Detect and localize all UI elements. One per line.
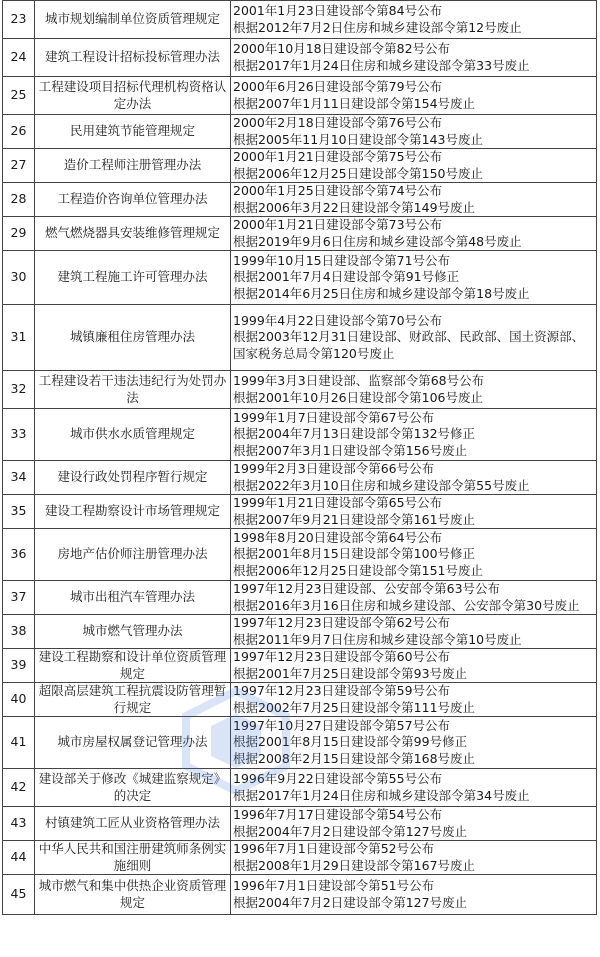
regulation-history [231,615,597,649]
history-line: 1996年7月17日建设部令第54号公布 [233,807,443,822]
regulation-name: 工程建设项目招标代理机构资格认定办法 [35,77,231,115]
row-number: 39 [3,649,35,683]
regulation-history [231,371,597,409]
regulation-name: 建筑工程设计招标投标管理办法 [35,39,231,77]
row-number: 36 [3,529,35,581]
history-line: 根据2003年12月31日建设部、财政部、民政部、国土资源部、 [233,329,585,345]
regulation-name: 建设工程勘察设计市场管理规定 [35,495,231,529]
history-line: 1996年9月22日建设部令第55号公布 [233,771,443,786]
history-line: 根据2007年3月1日建设部令第156号废止 [233,442,468,458]
regulation-history [231,115,597,149]
history-line: 根据2004年7月13日建设部令第132号修正 [233,426,476,442]
regulation-history [231,461,597,495]
table-row [3,115,597,149]
history-line: 1999年4月22日建设部令第70号公布 [233,312,443,328]
table-row [3,183,597,217]
regulation-history [231,149,597,183]
table-row [3,39,597,77]
history-line: 1997年12月23日建设部令第60号公布 [233,649,451,664]
table-row [3,615,597,649]
row-number: 23 [3,1,35,39]
row-number: 29 [3,217,35,251]
table-row [3,683,597,717]
regulation-history [231,495,597,529]
history-line: 根据2022年3月10日住房和城乡建设部令第55号废止 [233,477,530,493]
regulation-name: 房地产估价师注册管理办法 [35,529,231,581]
table-row [3,409,597,461]
regulations-table-body [3,1,597,915]
row-number: 37 [3,581,35,615]
table-row [3,251,597,305]
regulation-history [231,581,597,615]
regulation-history [231,39,597,77]
regulation-name: 造价工程师注册管理办法 [35,149,231,183]
table-row [3,1,597,39]
table-row [3,875,597,915]
history-line: 1999年10月15日建设部令第71号公布 [233,252,451,268]
regulation-history [231,183,597,217]
row-number: 27 [3,149,35,183]
row-number: 38 [3,615,35,649]
history-line: 根据2006年3月22日建设部令第149号废止 [233,199,476,215]
regulation-history [231,717,597,769]
table-row [3,305,597,371]
history-line: 2000年1月25日建设部令第74号公布 [233,183,443,198]
history-line: 根据2017年1月24日住房和城乡建设部令第33号废止 [233,57,530,73]
regulation-history [231,251,597,305]
history-line: 2000年1月21日建设部令第75号公布 [233,149,443,164]
table-row [3,371,597,409]
regulation-history [231,77,597,115]
regulations-table [2,0,597,915]
regulation-history [231,409,597,461]
row-number: 24 [3,39,35,77]
regulation-name: 城市供水水质管理规定 [35,409,231,461]
history-line: 2001年1月23日建设部令第84号公布 [233,3,443,18]
regulation-name: 建设部关于修改《城建监察规定》的决定 [35,769,231,807]
regulation-history [231,217,597,251]
regulation-history [231,529,597,581]
history-line: 1996年7月1日建设部令第52号公布 [233,841,435,856]
history-line: 根据2006年12月25日建设部令第151号废止 [233,562,483,578]
regulation-name: 城市房屋权属登记管理办法 [35,717,231,769]
table-row [3,77,597,115]
regulation-name: 建筑工程施工许可管理办法 [35,251,231,305]
regulation-name: 工程建设若干违法违纪行为处罚办法 [35,371,231,409]
history-line: 根据2001年8月15日建设部令第100号修正 [233,546,476,562]
regulation-history [231,683,597,717]
table-row [3,581,597,615]
history-line: 根据2014年6月25日住房和城乡建设部令第18号废止 [233,285,530,301]
regulation-history [231,649,597,683]
row-number: 31 [3,305,35,371]
history-line: 1999年1月21日建设部令第65号公布 [233,495,443,510]
history-line: 根据2001年8月15日建设部令第99号修正 [233,734,468,750]
history-line: 根据2001年7月4日建设部令第91号修正 [233,269,460,285]
regulation-name: 燃气燃烧器具安装维修管理规定 [35,217,231,251]
history-line: 根据2004年7月2日建设部令第127号废止 [233,894,468,910]
history-line: 2000年1月21日建设部令第73号公布 [233,217,443,232]
row-number: 40 [3,683,35,717]
regulation-name: 城市燃气和集中供热企业资质管理规定 [35,875,231,915]
history-line: 根据2017年1月24日住房和城乡建设部令第34号废止 [233,787,530,803]
row-number: 44 [3,841,35,875]
history-line: 1999年2月3日建设部令第66号公布 [233,461,435,476]
regulation-name: 城市出租汽车管理办法 [35,581,231,615]
regulation-name: 中华人民共和国注册建筑师条例实施细则 [35,841,231,875]
regulation-history [231,305,597,371]
row-number: 42 [3,769,35,807]
table-row [3,149,597,183]
regulation-name: 村镇建筑工匠从业资格管理办法 [35,807,231,841]
table-row [3,717,597,769]
row-number: 26 [3,115,35,149]
row-number: 43 [3,807,35,841]
history-line: 1999年1月7日建设部令第67号公布 [233,409,435,425]
table-row [3,217,597,251]
row-number: 30 [3,251,35,305]
history-line: 根据2004年7月2日建设部令第127号废止 [233,823,468,839]
row-number: 32 [3,371,35,409]
row-number: 45 [3,875,35,915]
regulation-name: 工程造价咨询单位管理办法 [35,183,231,217]
regulation-name: 城市规划编制单位资质管理规定 [35,1,231,39]
table-row [3,649,597,683]
history-line: 1997年12月23日建设部、公安部令第63号公布 [233,581,501,596]
regulation-name: 建设行政处罚程序暂行规定 [35,461,231,495]
regulation-history [231,1,597,39]
table-row [3,769,597,807]
regulation-name: 城市燃气管理办法 [35,615,231,649]
history-line: 1996年7月1日建设部令第51号公布 [233,878,435,893]
history-line: 根据2008年2月15日建设部令第168号废止 [233,750,476,766]
history-line: 根据2005年11月10日建设部令第143号废止 [233,131,483,147]
history-line: 1999年3月3日建设部、监察部令第68号公布 [233,373,485,388]
regulation-history [231,841,597,875]
history-line: 1997年12月23日建设部令第59号公布 [233,683,451,698]
regulation-history [231,769,597,807]
history-line: 根据2002年7月25日建设部令第111号废止 [233,699,476,715]
regulation-name: 民用建筑节能管理规定 [35,115,231,149]
row-number: 33 [3,409,35,461]
history-line: 1997年10月27日建设部令第57号公布 [233,717,451,733]
row-number: 25 [3,77,35,115]
history-line: 根据2007年9月21日建设部令第161号废止 [233,511,476,527]
row-number: 34 [3,461,35,495]
history-line: 根据2006年12月25日建设部令第150号废止 [233,165,483,181]
history-line: 1997年12月23日建设部令第62号公布 [233,615,451,630]
history-line: 根据2007年1月11日建设部令第154号废止 [233,95,476,111]
history-line: 根据2001年7月25日建设部令第93号废止 [233,665,468,681]
history-line: 根据2011年9月7日住房和城乡建设部令第10号废止 [233,631,522,647]
regulation-history [231,875,597,915]
history-line: 根据2016年3月16日住房和城乡建设部、公安部令第30号废止 [233,597,580,613]
table-row [3,461,597,495]
row-number: 35 [3,495,35,529]
history-line: 根据2008年1月29日建设部令第167号废止 [233,857,476,873]
regulation-history [231,807,597,841]
table-row [3,807,597,841]
history-line: 1998年8月20日建设部令第64号公布 [233,529,443,545]
history-line: 2000年10月18日建设部令第82号公布 [233,41,451,56]
history-line: 根据2019年9月6日住房和城乡建设部令第48号废止 [233,233,522,249]
table-row [3,529,597,581]
history-line: 根据2001年10月26日建设部令第106号废止 [233,389,483,405]
history-line: 2000年2月18日建设部令第76号公布 [233,115,443,130]
table-row [3,495,597,529]
regulation-name: 建设工程勘察和设计单位资质管理规定 [35,649,231,683]
regulation-name: 城镇廉租住房管理办法 [35,305,231,371]
row-number: 28 [3,183,35,217]
history-line: 2000年6月26日建设部令第79号公布 [233,79,443,94]
history-line: 根据2012年7月2日住房和城乡建设部令第12号废止 [233,19,522,35]
table-row [3,841,597,875]
history-line: 国家税务总局令第120号废止 [233,345,395,361]
regulation-name: 超限高层建筑工程抗震设防管理暂行规定 [35,683,231,717]
row-number: 41 [3,717,35,769]
